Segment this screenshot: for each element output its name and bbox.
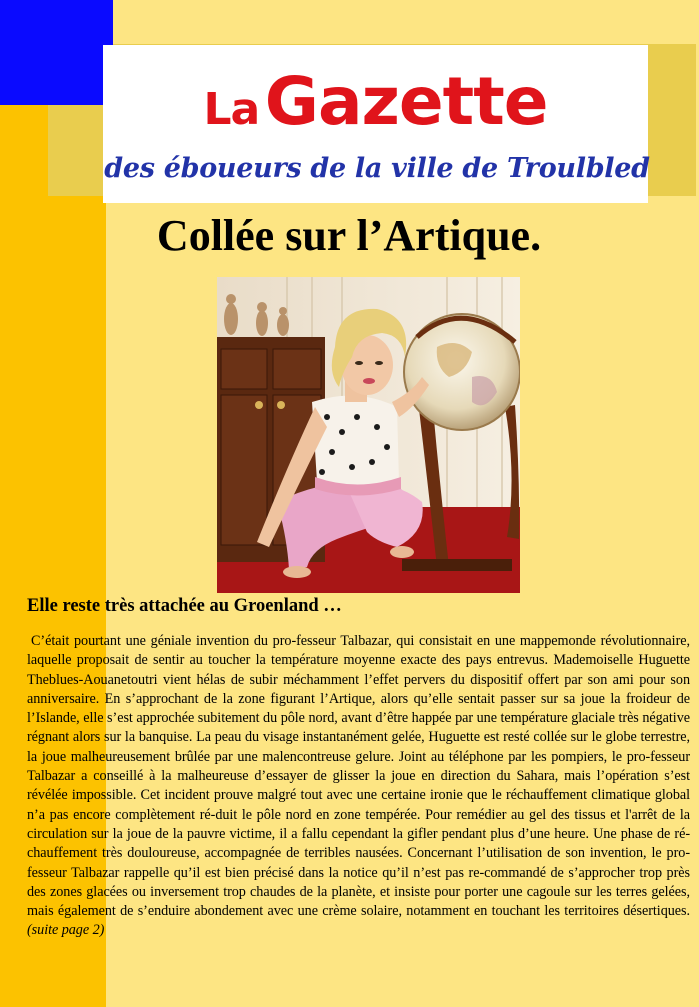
headline: Collée sur l’Artique. [156, 211, 542, 260]
masthead-title [103, 63, 648, 140]
article-subhead: Elle reste très attachée au Groenland … [27, 596, 342, 616]
masthead-subtitle: des éboueurs de la ville de Troulbled [104, 153, 650, 184]
continuation-note: (suite page 2) [27, 922, 105, 939]
article-body [27, 632, 690, 941]
corner-blue-square [0, 0, 113, 105]
article-photo [217, 277, 520, 593]
masthead [103, 45, 648, 203]
photo-illustration [217, 277, 520, 593]
masthead-title-la: La [203, 84, 260, 135]
article-body-text: C’était pourtant une géniale invention du pro-fesseur Talbazar, qui consistait en une mappemonde révolutionnaire, laquelle proposait de sentir au toucher la température moyenne exacte des pays entrevus. Mademoiselle Huguette Theblues-Aouanetoutri vient hélas de subir méchamment l’effet pervers du dispositif offert par son ami pour son anniversaire. En s’approchant de la zone figurant l’Artique, alors qu’elle sentait passer sur sa joue la froideur de l’Islande, elle s’est approchée subitement du pôle nord, avant d’être happée par une température glaciale très négative régnant alors sur la banquise. La peau du visage instantanément gelée, Huguette est resté collée sur le globe terrestre, la joue malheureusement brûlée par une malencontreuse gelure. Joint au téléphone par les pompiers, le pro-fesseur Talbazar a conseillé à la malheureuse d’essayer de glisser la joue en direction du Sahara, mais l’opération s’est révélée impossible. Cet incident prouve malgré tout avec une certaine ironie que le réchauffement climatique global n’a pas encore complètement ré-duit le pôle nord en zone tempérée. Pour remédier au gel des tissus et l'arrêt de la circulation sur la joue de la pauvre victime, il a fallu cependant la gifler pendant plus d’une heure. Une phase de ré-chauffement très douloureuse, accompagnée de terribles nausées. Concernant l’utilisation de son invention, le pro-fesseur Talbazar rappelle qu’il est bien précisé dans la notice qu’il n’est pas re-commandé de s’approcher trop près des zones glacées ou inversement trop chaudes de la planète, et insiste pour porter une cagoule sur les terres gelées, mais également de s’enduire abondement avec une crème solaire, notamment en touchant les territoires désertiques. [27, 633, 690, 920]
masthead-title-gazette: Gazette [264, 63, 548, 140]
